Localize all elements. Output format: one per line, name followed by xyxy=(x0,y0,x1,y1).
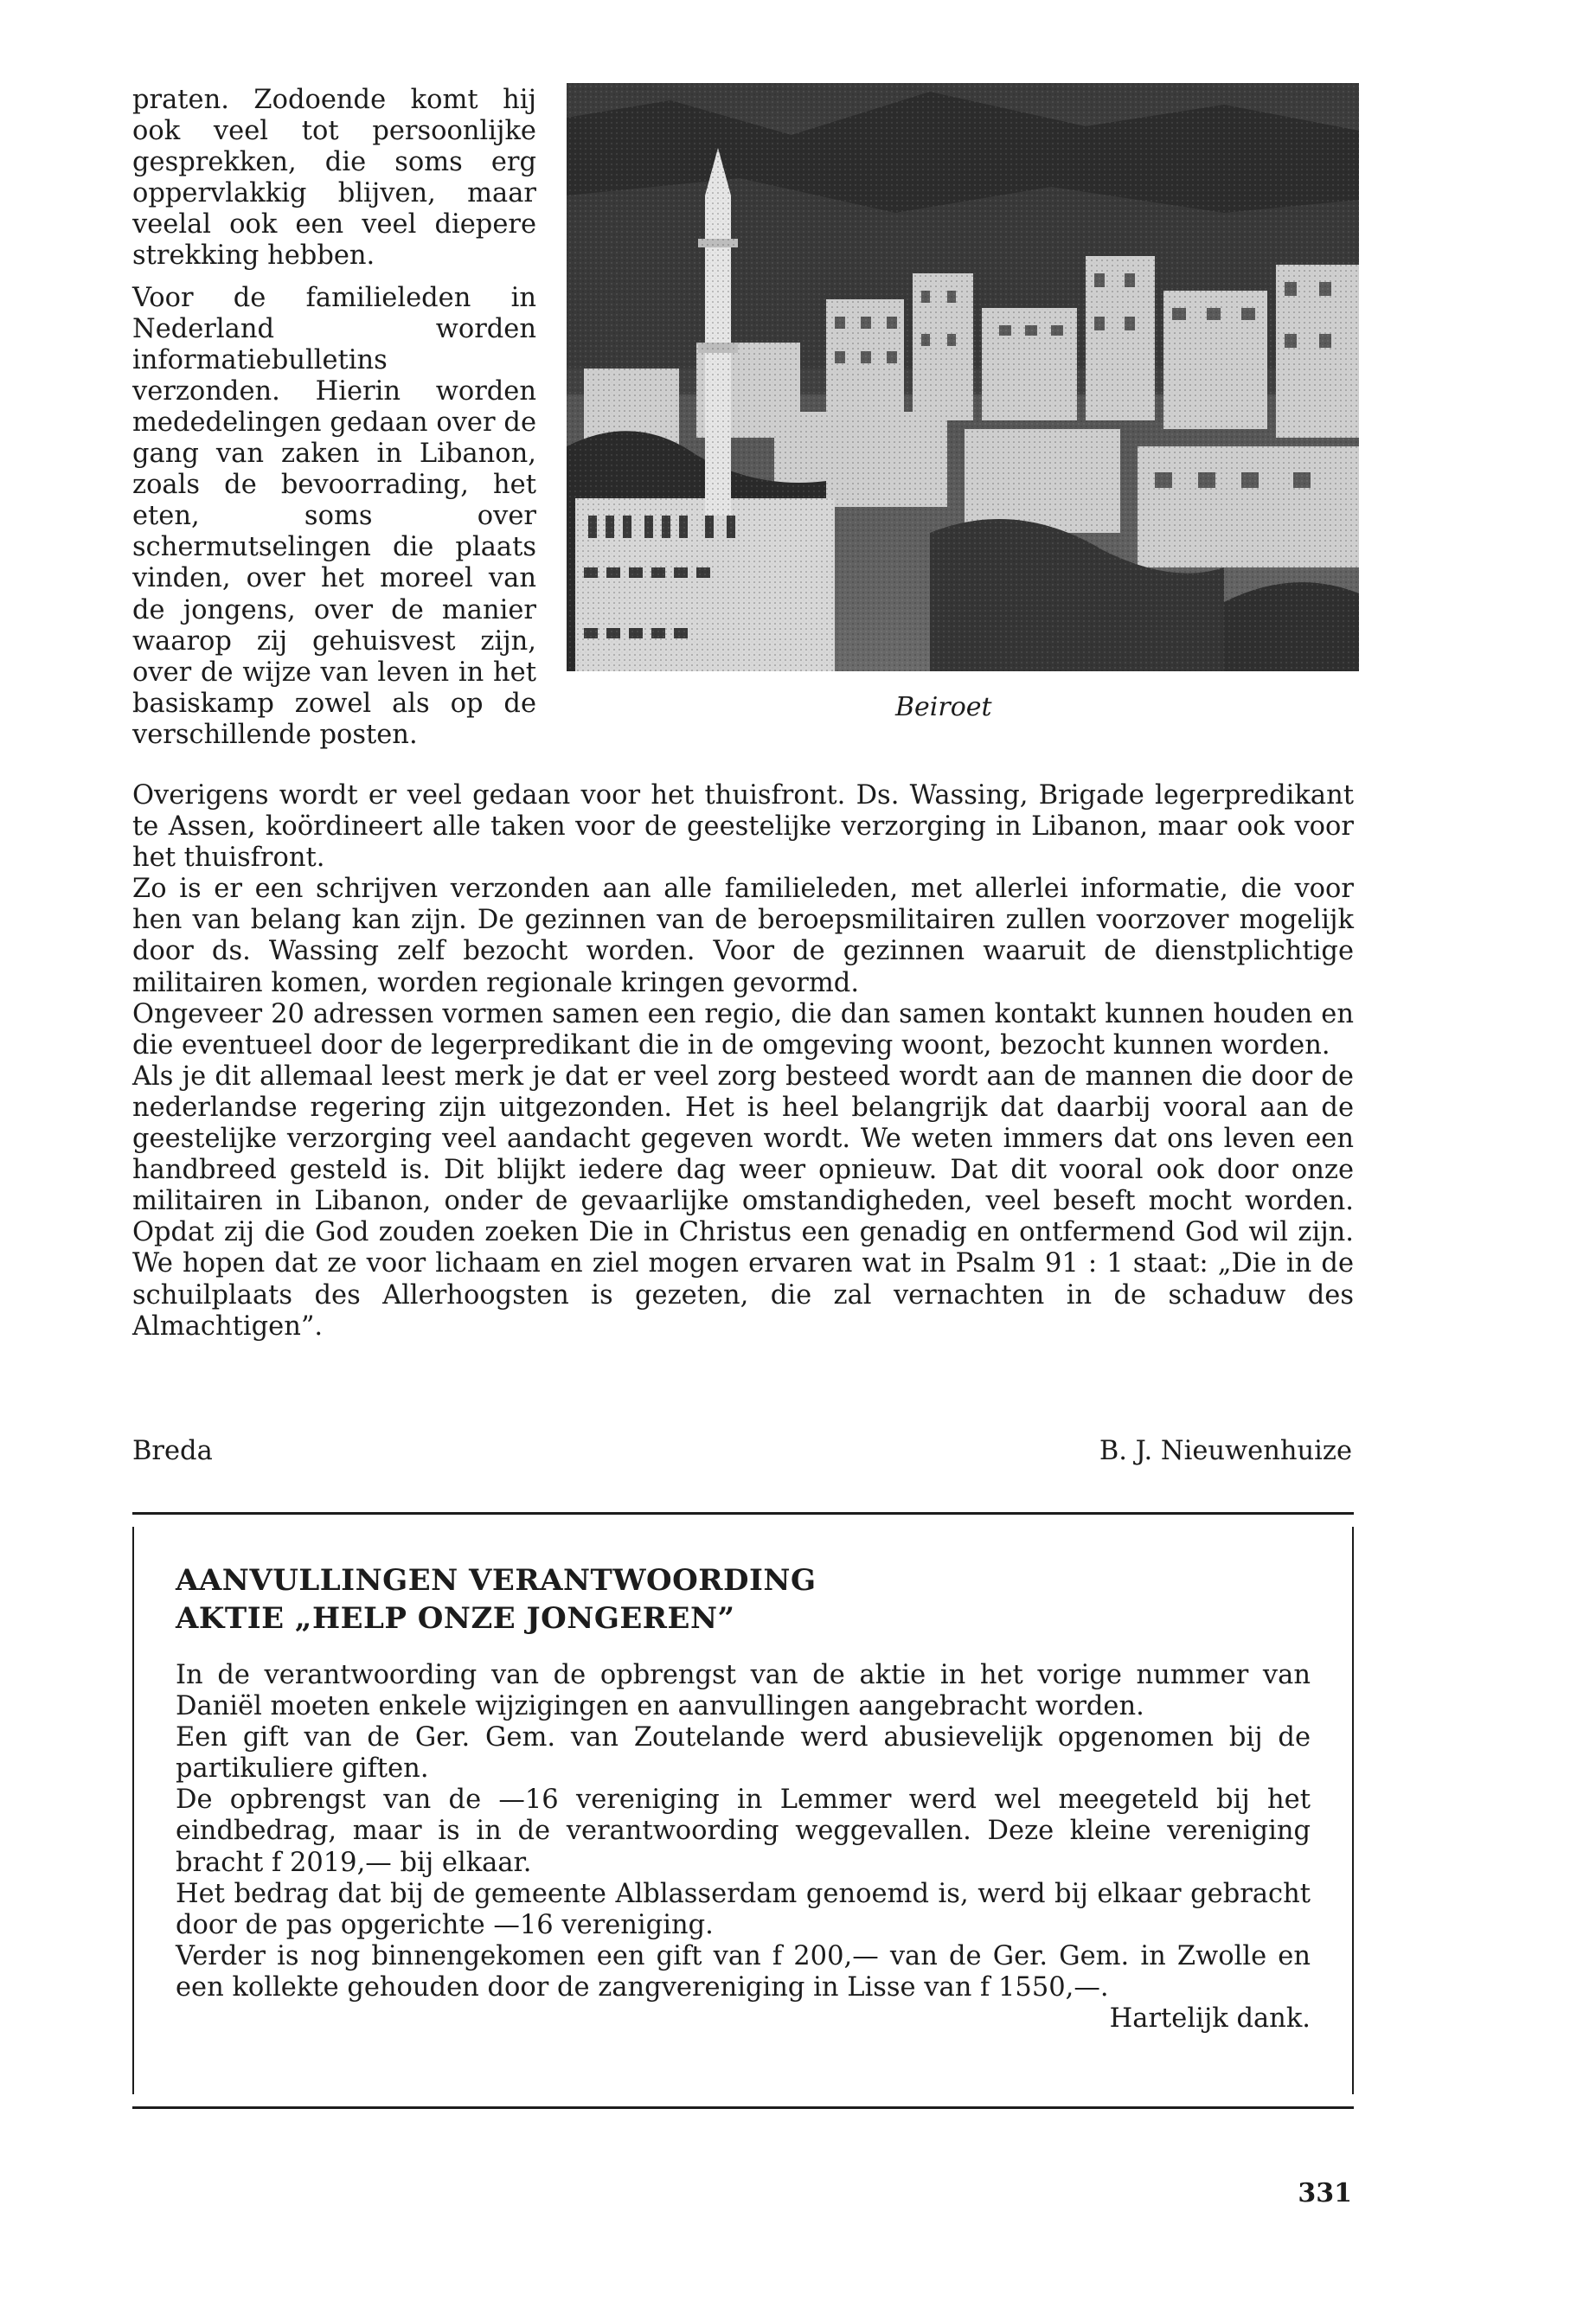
paragraph: Overigens wordt er veel gedaan voor het thuisfront. Ds. Wassing, Brigade legerpredikant te Assen, koördineert alle taken voor de geestelijke verzorging in Libanon, maar ook voor het thuisfront. xyxy=(132,780,1354,874)
notice-paragraph: Een gift van de Ger. Gem. van Zoutelande werd abusievelijk opgenomen bij de partikuliere giften. xyxy=(176,1722,1311,1785)
page-number: 331 xyxy=(1298,2178,1352,2208)
beirut-photo xyxy=(567,83,1359,671)
notice-paragraph: In de verantwoording van de opbrengst van de aktie in het vorige nummer van Daniël moeten enkele wijzigingen en aanvullingen aangebracht worden. xyxy=(176,1660,1311,1722)
notice-box xyxy=(132,1512,1354,2109)
notice-paragraph: Verder is nog binnengekomen een gift van f 200,— van de Ger. Gem. in Zwolle en een kollekte gehouden door de zangvereniging in Lisse van f 1550,—. xyxy=(176,1940,1311,2003)
notice-thanks: Hartelijk dank. xyxy=(1109,2003,1311,2035)
wrapped-text-column xyxy=(132,85,536,751)
notice-content xyxy=(176,1561,1311,2035)
notice-paragraph: Het bedrag dat bij de gemeente Alblasserdam genoemd is, werd bij elkaar gebracht door de pas opgerichte —16 vereniging. xyxy=(176,1878,1311,1940)
paragraph: Zo is er een schrijven verzonden aan alle familieleden, met allerlei informatie, die voor hen van belang kan zijn. De gezinnen van de beroepsmilitairen zullen voorzover mogelijk door ds. Wassing zelf bezocht worden. Voor de gezinnen waaruit de dienstplichtige militairen komen, worden regionale kringen gevormd. xyxy=(132,874,1354,998)
notice-paragraph: De opbrengst van de —16 vereniging in Lemmer werd wel meegeteld bij het eindbedrag, maar is in de verantwoording weggevallen. Deze kleine vereniging bracht f 2019,— bij elkaar. xyxy=(176,1785,1311,1878)
article-body xyxy=(132,780,1354,1343)
notice-frame xyxy=(132,1527,1354,2094)
notice-title xyxy=(176,1561,1311,1638)
paragraph: Ongeveer 20 adressen vormen samen een regio, die dan samen kontakt kunnen houden en die eventueel door de legerpredikant die in de omgeving woont, bezocht kunnen worden. xyxy=(132,998,1354,1061)
notice-title-line: AKTIE „HELP ONZE JONGEREN” xyxy=(176,1601,735,1636)
photo-caption: Beiroet xyxy=(895,692,992,722)
notice-title-line: AANVULLINGEN VERANTWOORDING xyxy=(176,1563,817,1598)
paragraph: praten. Zodoende komt hij ook veel tot persoonlijke gesprekken, die soms erg oppervlakkig blijven, maar veelal ook een veel diepere strekking hebben. xyxy=(132,85,536,272)
paragraph: Als je dit allemaal leest merk je dat er veel zorg besteed wordt aan de mannen die door de nederlandse regering zijn uitgezonden. Het is heel belangrijk dat daarbij vooral aan de geestelijke verzorging veel aandacht gegeven wordt. We weten immers dat ons leven een handbreed gesteld is. Dit blijkt iedere dag weer opnieuw. Dat dit vooral ook door onze militairen in Libanon, onder de gevaarlijke omstandigheden, veel beseft mocht worden. Opdat zij die God zouden zoeken Die in Christus een genadig en ontfermend God wil zijn. We hopen dat ze voor lichaam en ziel mogen ervaren wat in Psalm 91 : 1 staat: „Die in de schuilplaats des Allerhoogsten is gezeten, die zal vernachten in de schaduw des Almachtigen”. xyxy=(132,1061,1354,1342)
place-signature: Breda xyxy=(132,1436,213,1466)
author-signature: B. J. Nieuwenhuize xyxy=(1099,1436,1352,1466)
paragraph: Voor de familieleden in Nederland worden informatiebulletins verzonden. Hierin worden mededelingen gedaan over de gang van zaken in Libanon, zoals de bevoorrading, het eten, soms over schermutselingen die plaats vinden, over het moreel van de jongens, over de manier waarop zij gehuisvest zijn, over de wijze van leven in het basiskamp zowel als op de verschillende posten. xyxy=(132,282,536,750)
cityscape-image xyxy=(567,83,1359,671)
